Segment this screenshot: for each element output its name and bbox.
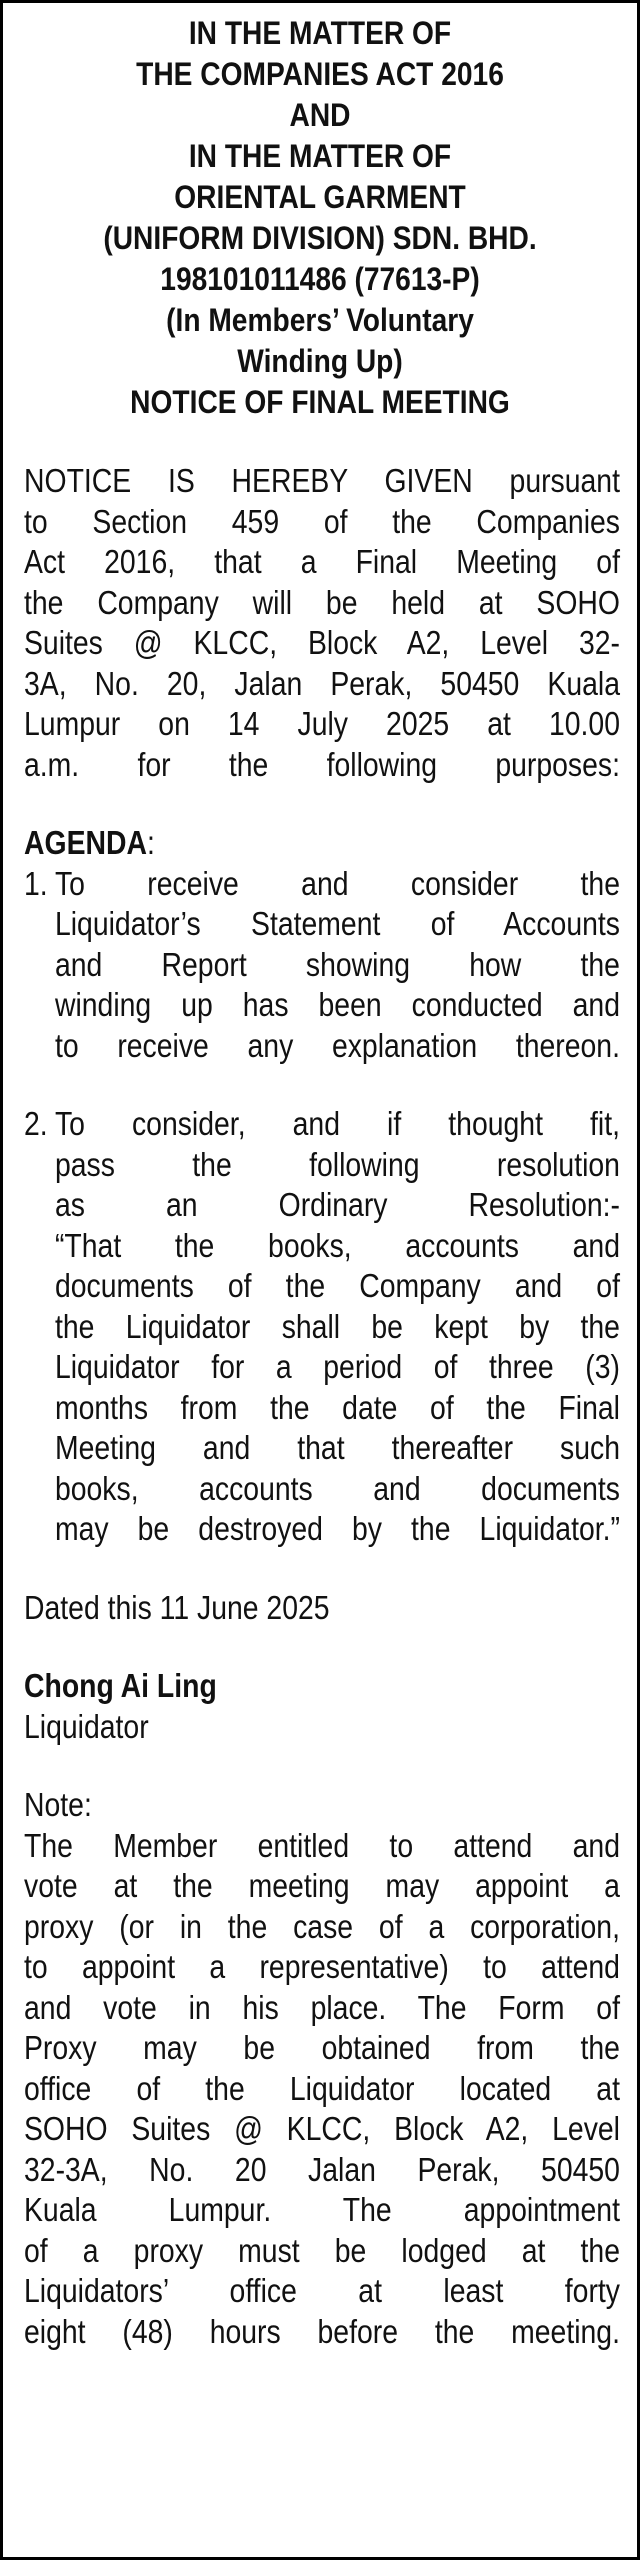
agenda-line: as an Ordinary Resolution:- [54,1186,620,1223]
note-line: Kuala Lumpur. The appointment [24,2191,620,2228]
heading-line: Winding Up) [237,343,403,379]
agenda-line: “That the books, accounts and [54,1226,620,1264]
agenda-line: pass the following resolution [54,1145,620,1183]
note-line: vote at the meeting may appoint a [24,1867,620,1904]
agenda-line: winding up has been conducted and [54,986,620,1023]
agenda-item-2 [24,1104,620,1550]
intro-line: NOTICE IS HEREBY GIVEN pursuant [24,462,620,499]
heading-line: 198101011486 (77613-P) [160,261,480,297]
intro-line: to Section 459 of the Companies [24,502,620,540]
intro-line: the Company will be held at SOHO [24,583,620,621]
agenda-line: books, accounts and documents [54,1469,620,1507]
notice-title: NOTICE OF FINAL MEETING [130,384,510,420]
heading-line: (In Members’ Voluntary [166,302,474,338]
intro-line: Suites @ KLCC, Block A2, Level 32- [24,624,620,661]
intro-line: Lumpur on 14 July 2025 at 10.00 [24,705,620,742]
note-line: 32-3A, No. 20 Jalan Perak, 50450 [24,2150,620,2188]
agenda-item-1 [24,864,620,1067]
notice-body [24,461,620,2352]
signature-block [24,1666,620,1747]
intro-line: a.m. for the following purposes: [24,745,620,783]
heading-line: THE COMPANIES ACT 2016 [136,56,504,92]
agenda-line: months from the date of the Final [54,1388,620,1426]
note-line: eight (48) hours before the meeting. [24,2312,620,2350]
agenda-item-text [55,1104,620,1550]
note-line: Liquidators’ office at least forty [24,2272,620,2309]
note-line: SOHO Suites @ KLCC, Block A2, Level [24,2110,620,2147]
dated-line: Dated this 11 June 2025 [24,1588,330,1626]
heading-line: IN THE MATTER OF [188,15,452,51]
agenda-item-text [55,864,620,1067]
note-line: to appoint a representative) to attend [24,1948,620,1985]
note-label: Note: [24,1786,92,1823]
intro-line: Act 2016, that a Final Meeting of [24,543,620,580]
agenda-line: Meeting and that thereafter such [54,1429,620,1466]
agenda-line: may be destroyed by the Liquidator.” [54,1510,620,1547]
note-section [24,1785,620,2352]
agenda-line: To consider, and if thought fit, [54,1105,620,1142]
intro-line: 3A, No. 20, Jalan Perak, 50450 Kuala [24,664,620,702]
note-line: and vote in his place. The Form of [24,1988,620,2026]
note-line: office of the Liquidator located at [24,2069,620,2107]
heading-line: AND [289,97,351,133]
agenda-line: the Liquidator shall be kept by the [54,1307,620,1345]
agenda-heading [24,823,620,864]
agenda-title-colon: : [146,824,155,861]
agenda-item-number: 2. [24,1105,48,1142]
agenda-line: to receive any explanation thereon. [54,1026,620,1064]
heading-line: ORIENTAL GARMENT [174,179,466,215]
notice-heading [60,13,581,423]
agenda-title: AGENDA [24,824,147,861]
agenda-line: To receive and consider the [54,864,620,902]
agenda-item-number: 1. [24,864,48,902]
agenda-line: and Report showing how the [54,945,620,983]
heading-line: IN THE MATTER OF [188,138,452,174]
note-line: Proxy may be obtained from the [24,2029,620,2066]
agenda-line: Liquidator’s Statement of Accounts [54,905,620,942]
note-line: The Member entitled to attend and [24,1826,620,1864]
signatory-role: Liquidator [24,1707,149,1745]
note-line: proxy (or in the case of a corporation, [24,1907,620,1945]
intro-paragraph [24,461,620,785]
note-line: of a proxy must be lodged at the [24,2231,620,2269]
signatory-name: Chong Ai Ling [24,1667,217,1704]
heading-line: (UNIFORM DIVISION) SDN. BHD. [103,220,537,256]
agenda-line: documents of the Company and of [54,1267,620,1304]
agenda-line: Liquidator for a period of three (3) [54,1348,620,1385]
